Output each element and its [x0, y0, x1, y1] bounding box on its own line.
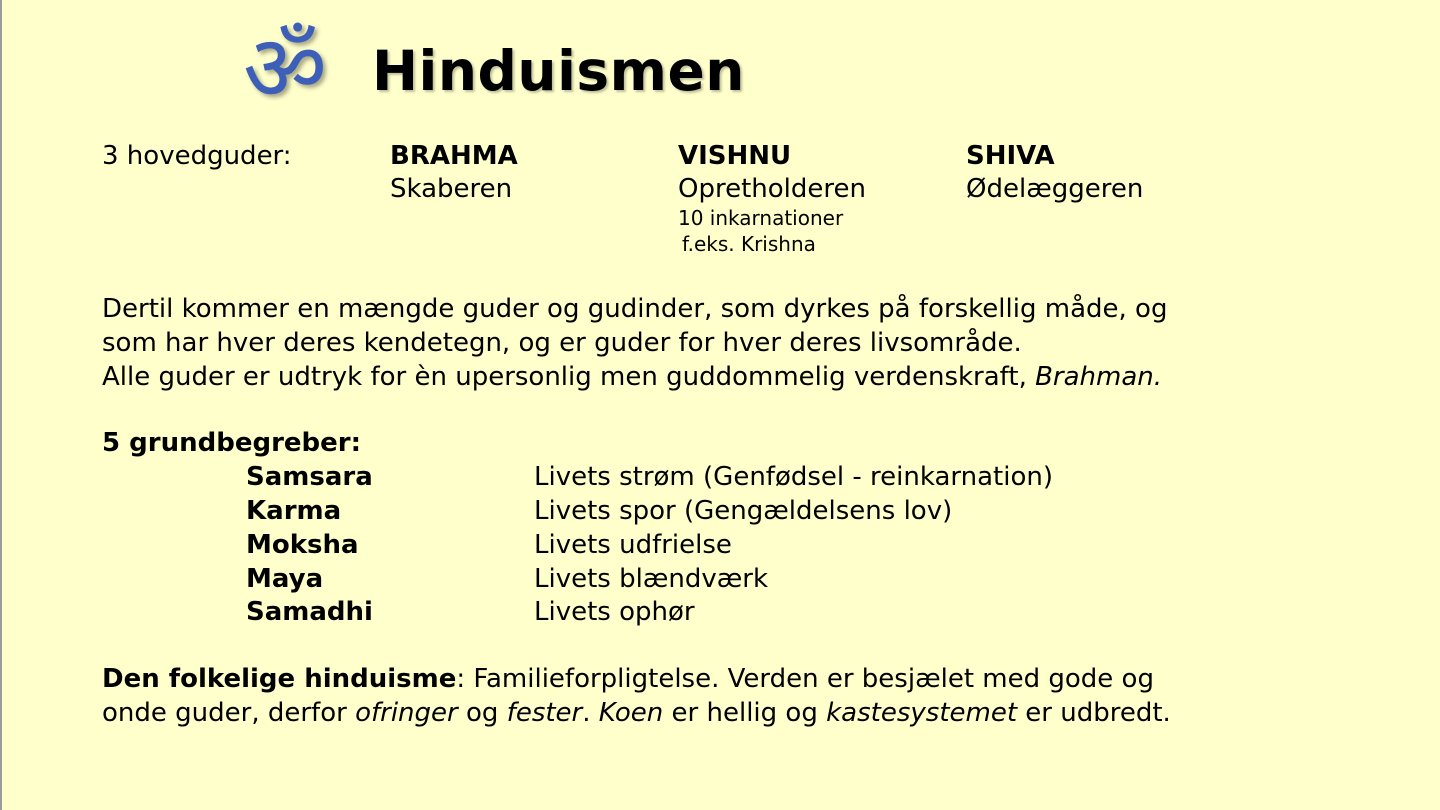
god-role-vishnu: Opretholderen: [678, 174, 866, 204]
koen-term: Koen: [598, 698, 664, 728]
concept-term: Karma: [246, 496, 342, 526]
concept-desc: Livets blændværk: [534, 564, 768, 594]
gods-label: 3 hovedguder:: [102, 141, 292, 171]
folk-og: og: [457, 698, 507, 728]
concept-desc: Livets spor (Gengældelsens lov): [534, 496, 953, 526]
concepts-heading: 5 grundbegreber:: [102, 428, 361, 458]
page-title: Hinduismen: [372, 39, 745, 103]
paragraph-line-3: [102, 360, 1162, 394]
concept-desc: Livets ophør: [534, 597, 695, 627]
vishnu-note-example: f.eks. Krishna: [682, 232, 816, 256]
om-symbol-icon: ॐ: [243, 15, 327, 122]
concept-term: Samsara: [246, 462, 373, 492]
fester-term: fester: [506, 698, 583, 728]
brahman-term: Brahman.: [1035, 362, 1163, 392]
concept-term: Moksha: [246, 530, 359, 560]
god-name-shiva: SHIVA: [966, 141, 1055, 171]
concept-desc: Livets strøm (Genfødsel - reinkarnation): [534, 462, 1053, 492]
folk-end: er udbredt.: [1017, 698, 1171, 728]
kastesystemet-term: kastesystemet: [826, 698, 1018, 728]
folk-colon: :: [456, 664, 474, 694]
folk-text-1: Familieforpligtelse. Verden er besjælet med gode og: [473, 664, 1154, 694]
concept-term: Samadhi: [246, 597, 373, 627]
vishnu-note-incarnations: 10 inkarnationer: [678, 206, 844, 230]
folk-text-2: onde guder, derfor: [102, 698, 356, 728]
god-role-brahma: Skaberen: [390, 174, 513, 204]
folk-heading: Den folkelige hinduisme: [102, 664, 457, 694]
concept-desc: Livets udfrielse: [534, 530, 732, 560]
concept-term: Maya: [246, 564, 324, 594]
god-role-shiva: Ødelæggeren: [966, 174, 1144, 204]
folk-dot: .: [582, 698, 599, 728]
folk-line-2: [102, 696, 1171, 730]
paragraph-line-2: som har hver deres kendetegn, og er guder for hver deres livsområde.: [102, 328, 1022, 358]
god-name-brahma: BRAHMA: [390, 141, 518, 171]
folk-line-1: [102, 662, 1154, 696]
folk-mid: er hellig og: [663, 698, 827, 728]
god-name-vishnu: VISHNU: [678, 141, 792, 171]
paragraph-line-3-text: Alle guder er udtryk for èn upersonlig men guddommelig verdenskraft,: [102, 362, 1036, 392]
ofringer-term: ofringer: [355, 698, 458, 728]
paragraph-line-1: Dertil kommer en mængde guder og gudinder, som dyrkes på forskellig måde, og: [102, 294, 1168, 324]
